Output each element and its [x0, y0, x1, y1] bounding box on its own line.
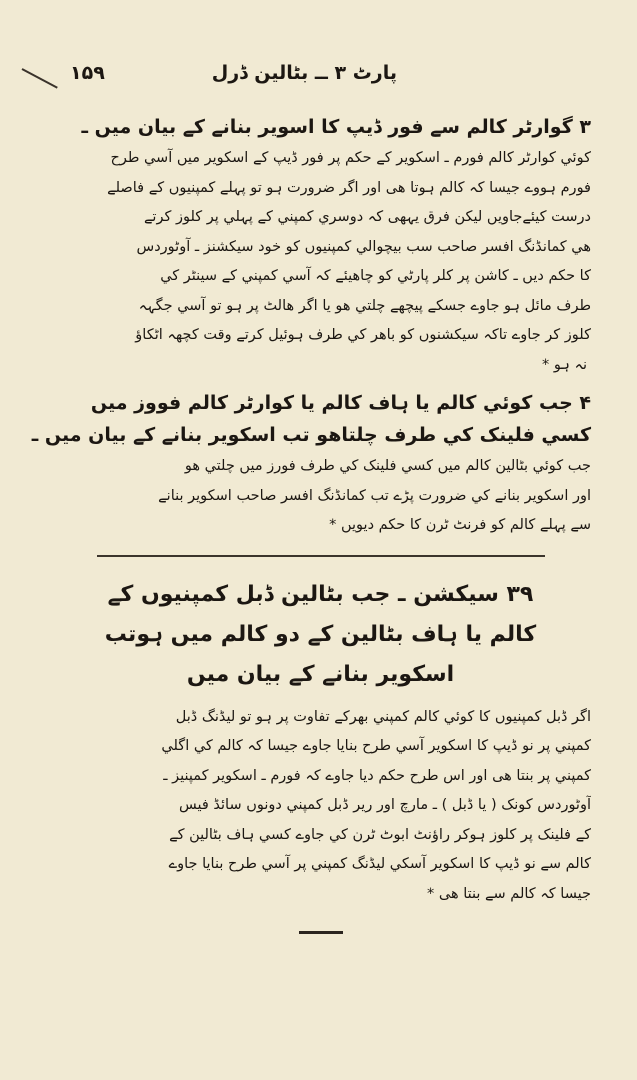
section-4-heading: ۴ جب کوئي کالم یا ہاف کالم یا کوارٹر کالم فووز میں — [90, 392, 591, 414]
section-39-heading: کالم یا ہاف بٹالین کے دو کالم میں ہوتب — [104, 621, 537, 647]
section-4-line: جب کوئي بٹالین کالم میں کسي فلینک کي طرف فورز میں چلتي ھو — [184, 458, 591, 474]
section-3-line: کوئي کوارٹر کالم فورم ـ اسکویر کے حکم پر فور ڈیپ کے اسکویر میں آسي طرح — [110, 150, 591, 166]
page-body — [31, 112, 591, 934]
section-4-heading: کسي فلینک کي طرف چلتاھو تب اسکویر بنانے کے بیان میں ـ — [31, 424, 591, 446]
section-3-line: کلوز کر جاوے تاکہ سیکشنوں کو باھر کي طرف ہوئیل کرتے وقت کچھہ اٹکاؤ — [135, 327, 591, 343]
section-3-line: طرف مائل ہو جاوے جسکے پیچھے چلتي ھو یا اگر ھالٹ پر ہو تو آسي جگہہ — [138, 297, 591, 314]
section-39-line: اگر ڈبل کمپنیوں کا کوئي کالم کمپني بھرکے تفاوت پر ہو تو لیڈنگ ڈبل — [175, 708, 591, 725]
section-39-line: کمپني پر بنتا ھی اور اس طرح حکم دیا جاوے کہ فورم ـ اسکویر کمپنیز ـ — [163, 767, 591, 784]
section-39-heading: اسکویر بنانے کے بیان میں — [186, 661, 455, 687]
section-3-line: فورم ہووے جیسا کہ کالم ہوتا ھی اور اگر ضرورت ہو تو پہلے کمپنیوں کے فاصلے — [107, 179, 591, 196]
section-4-line: اور اسکویر بنانے کي ضرورت پڑے تب کمانڈنگ افسر صاحب اسکویر بنانے — [158, 487, 591, 504]
section-4-line: سے پہلے کالم کو فرنٹ ٹرن کا حکم دیویں * — [329, 517, 591, 533]
section-divider — [97, 555, 545, 557]
end-ornament-rule — [299, 931, 343, 934]
section-3-line: ھي کمانڈنگ افسر صاحب سب بیچوالي کمپنیوں کو خود سیکشنز ـ آوٹوردس — [136, 238, 591, 255]
section-39-heading: ۳۹ سیکشن ـ جب بٹالین ڈبل کمپنیوں کے — [107, 581, 534, 607]
section-39-line: کالم سے نو ڈیپ کا اسکویر آسکي لیڈنگ کمپني پر آسي طرح بنایا جاوے — [168, 856, 591, 872]
page-number: ۱۵۹ — [70, 62, 105, 84]
section-39-line: کمپني پر نو ڈیپ کا اسکویر آسي طرح بنایا جاوے جیسا کہ کالم کي اگلي — [161, 738, 591, 754]
section-39-line: آوٹوردس کونک ( یا ڈبل ) ـ مارچ اور ریر ڈبل کمپني دونوں سائڈ فیس — [179, 797, 591, 813]
running-title: پارٹ ۳ ــ بٹالین ڈرل — [211, 62, 397, 84]
page-header — [70, 62, 567, 92]
section-39-line: جیسا کہ کالم سے بنتا ھی * — [427, 885, 591, 902]
margin-pencil-mark — [22, 68, 58, 89]
section-3-heading: ۳ گوارٹر کالم سے فور ڈیپ کا اسویر بنانے کے بیان میں ـ — [81, 116, 591, 138]
section-39-line: کے فلینک پر کلوز ہوکر راؤنٹ ابوٹ ٹرن کي جاوے کسي ہاف بٹالین کے — [169, 826, 591, 843]
section-3-line: کا حکم دیں ـ کاشن پر کلر پارٹي کو چاھیئے کہ آسي کمپني کے سینٹر کي — [160, 268, 591, 284]
section-3-line: درست کیئےجاویں لیکن فرق یہھی کہ دوسري کمپني کے پہلي پر کلوز کرتے — [143, 209, 591, 225]
section-3-line: نہ ہو * — [542, 356, 587, 373]
